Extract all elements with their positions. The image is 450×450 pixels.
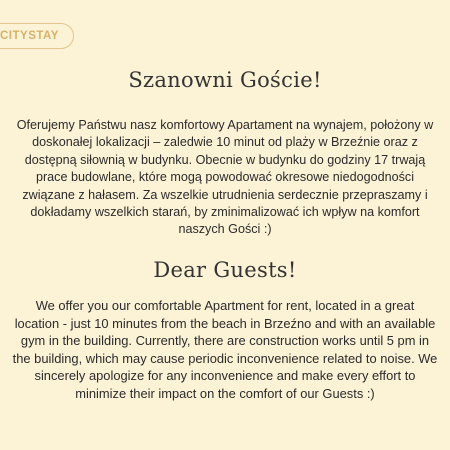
polish-message-line: związane z hałasem. Za wszelkie utrudnienia serdecznie przepraszamy i	[22, 187, 428, 202]
polish-title: Szanowni Goście!	[128, 68, 322, 92]
brand-logo: CITYSTAY	[0, 30, 59, 42]
english-title: Dear Guests!	[153, 258, 297, 282]
polish-message	[8, 117, 442, 239]
english-message-line: sincerely apologize for any inconvenience and make every effort to	[34, 368, 416, 384]
polish-message-line: prace budowlane, które mogą powodować okresowe niedogodności	[35, 170, 415, 185]
english-message-line: minimize their impact on the comfort of our Guests :)	[75, 385, 375, 401]
english-message-line: location - just 10 minutes from the beach in Brzeźno and with an available	[14, 315, 436, 331]
english-message-line: We offer you our comfortable Apartment for rent, located in a great	[35, 298, 415, 313]
english-message-line: gym in the building. Currently, there are construction works until 5 pm in	[20, 333, 430, 349]
polish-message-line: Oferujemy Państwu nasz komfortowy Apartament na wynajem, położony w	[16, 118, 434, 132]
english-message	[8, 297, 442, 403]
polish-message-line: naszych Gości :)	[178, 222, 272, 237]
english-message-line: the building, which may cause periodic inconvenience related to noise. We	[12, 350, 438, 366]
polish-message-line: dokładamy wszelkich starań, by zminimalizować ich wpływ na komfort	[30, 205, 420, 220]
polish-message-line: dostępną siłownią w budynku. Obecnie w budynku do godziny 17 trwają	[24, 152, 426, 167]
polish-message-line: doskonałej lokalizacji – zaledwie 10 minut od plaży w Brzeźnie oraz z	[32, 135, 418, 150]
